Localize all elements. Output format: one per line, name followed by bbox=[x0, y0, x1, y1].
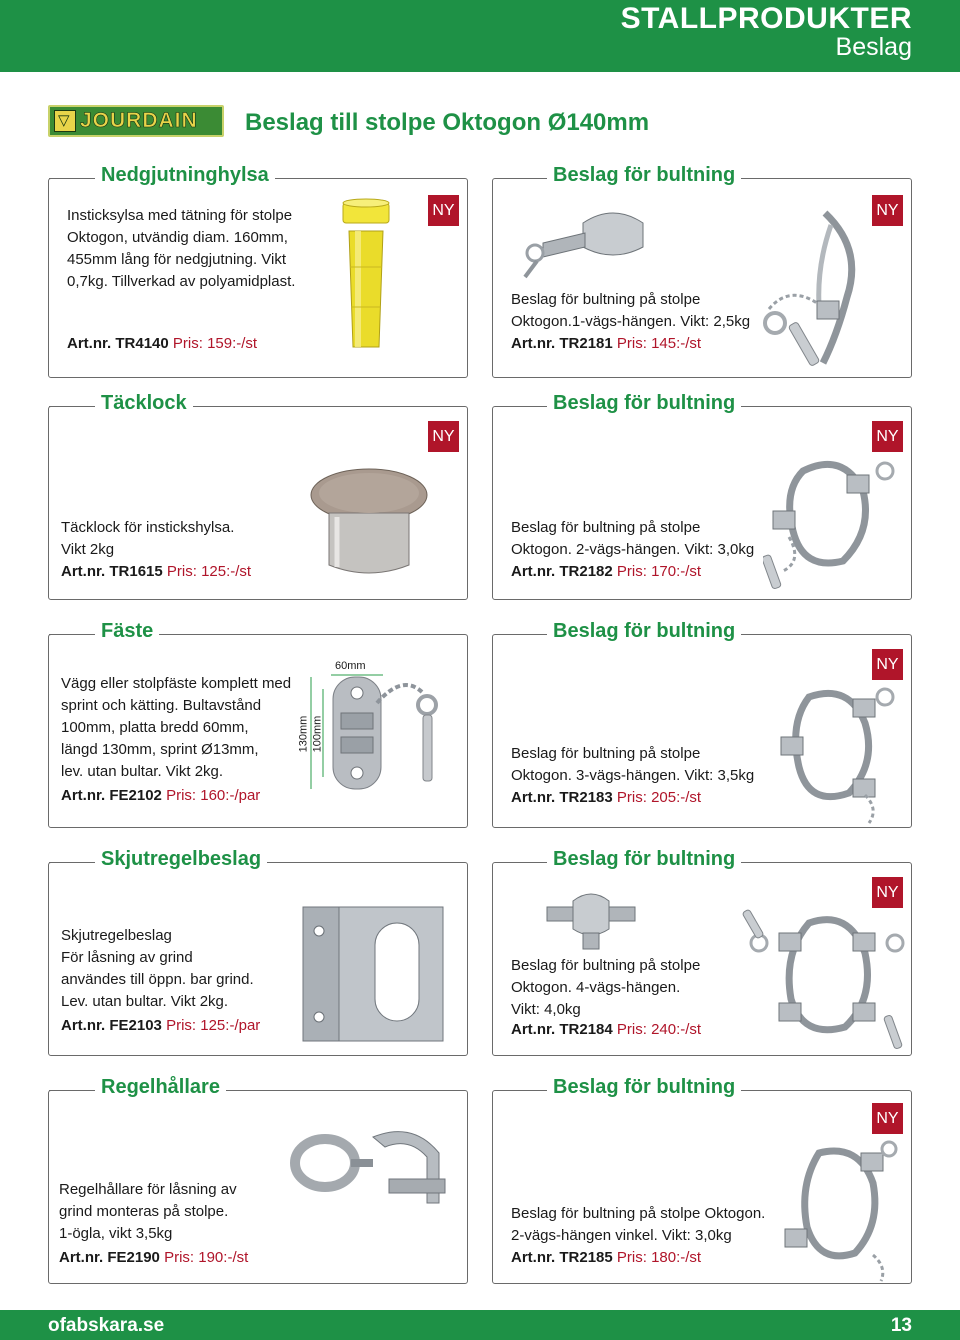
bracket-1way-small-image bbox=[513, 203, 663, 283]
product-article: Art.nr. FE2102 Pris: 160:-/par bbox=[61, 787, 261, 804]
product-description: Skjutregelbeslag För låsning av grind användes till öppn. bar grind. Lev. utan bultar. Vikt 2kg. bbox=[61, 927, 254, 1010]
product-article: Art.nr. TR4140 Pris: 159:-/st bbox=[67, 335, 258, 352]
section-subtitle: Beslag bbox=[835, 33, 912, 61]
bracket-4way-small-image bbox=[543, 883, 639, 953]
product-box-nedgjutninghylsa bbox=[48, 164, 468, 378]
product-box-bultning-4vag bbox=[492, 848, 912, 1056]
product-article: Art.nr. TR2185 Pris: 180:-/st bbox=[511, 1249, 702, 1266]
product-description: Beslag för bultning på stolpe Oktogon. 2-vägs-hängen vinkel. Vikt: 3,0kg bbox=[511, 1205, 766, 1244]
product-description: Insticksylsa med tätning för stolpe Oktogon, utvändig diam. 160mm, 455mm lång för nedgjutning. Vikt 0,7kg. Tillverkad av polyamidplast. bbox=[67, 207, 296, 290]
logo-emblem-icon bbox=[54, 110, 76, 132]
product-box-bultning-1vag bbox=[492, 164, 912, 378]
dim-length-label: 130mm bbox=[297, 715, 310, 753]
bracket-2way-image bbox=[763, 451, 903, 591]
slide-bolt-bracket-image bbox=[299, 901, 449, 1047]
product-article: Art.nr. TR2183 Pris: 205:-/st bbox=[511, 789, 702, 806]
bracket-1way-chain-image bbox=[759, 205, 871, 371]
product-title: Beslag för bultning bbox=[547, 620, 741, 643]
product-title: Skjutregelbeslag bbox=[95, 848, 267, 871]
product-box-bultning-3vag bbox=[492, 620, 912, 828]
product-description: Beslag för bultning på stolpe Oktogon. 3-vägs-hängen. Vikt: 3,5kg bbox=[511, 745, 755, 784]
new-badge: NY bbox=[872, 649, 903, 680]
product-box-bultning-2vag bbox=[492, 392, 912, 600]
latch-holder-image bbox=[289, 1113, 461, 1213]
product-article: Art.nr. FE2103 Pris: 125:-/par bbox=[61, 1017, 261, 1034]
product-box-skjutregelbeslag bbox=[48, 848, 468, 1056]
product-title: Beslag för bultning bbox=[547, 164, 741, 187]
sleeve-image bbox=[341, 197, 405, 355]
product-description: Beslag för bultning på stolpe Oktogon.1-vägs-hängen. Vikt: 2,5kg bbox=[511, 291, 751, 330]
product-description: Regelhållare för låsning av grind monteras på stolpe. 1-ögla, vikt 3,5kg bbox=[59, 1181, 237, 1242]
dim-width-label: 60mm bbox=[335, 660, 366, 672]
section-title: STALLPRODUKTER bbox=[620, 2, 912, 35]
cap-image bbox=[307, 465, 433, 583]
page-title: Beslag till stolpe Oktogon Ø140mm bbox=[245, 109, 650, 136]
page-footer bbox=[0, 1310, 960, 1340]
product-box-tacklock bbox=[48, 392, 468, 600]
new-badge: NY bbox=[428, 421, 459, 452]
product-title: Beslag för bultning bbox=[547, 1076, 741, 1099]
new-badge: NY bbox=[872, 1103, 903, 1134]
product-title: Täcklock bbox=[95, 392, 193, 415]
product-description: Beslag för bultning på stolpe Oktogon. 4-vägs-hängen. Vikt: 4,0kg bbox=[511, 957, 701, 1018]
product-title: Nedgjutninghylsa bbox=[95, 164, 275, 187]
new-badge: NY bbox=[428, 195, 459, 226]
bracket-3way-image bbox=[769, 683, 899, 827]
product-description: Vägg eller stolpfäste komplett med sprint och kätting. Bultavstånd 100mm, platta bredd 60mm, längd 130mm, sprint Ø13mm, lev. utan bultar. Vikt 2kg. bbox=[61, 675, 292, 780]
product-title: Regelhållare bbox=[95, 1076, 226, 1099]
product-description: Täcklock för instickshylsa. Vikt 2kg bbox=[61, 519, 235, 558]
product-article: Art.nr. TR2184 Pris: 240:-/st bbox=[511, 1021, 702, 1038]
logo-text: JOURDAIN bbox=[80, 109, 198, 132]
dim-bolt-label: 100mm bbox=[311, 715, 324, 753]
bracket-angle-image bbox=[769, 1139, 901, 1283]
bracket-4way-chain-image bbox=[739, 903, 909, 1055]
product-article: Art.nr. TR2182 Pris: 170:-/st bbox=[511, 563, 702, 580]
product-description: Beslag för bultning på stolpe Oktogon. 2-vägs-hängen. Vikt: 3,0kg bbox=[511, 519, 755, 558]
page-header bbox=[0, 0, 960, 72]
new-badge: NY bbox=[872, 195, 903, 226]
page-number: 13 bbox=[890, 1315, 912, 1336]
product-title: Fäste bbox=[95, 620, 159, 643]
product-title: Beslag för bultning bbox=[547, 392, 741, 415]
jourdain-logo bbox=[48, 105, 224, 137]
product-article: Art.nr. FE2190 Pris: 190:-/st bbox=[59, 1249, 249, 1266]
new-badge: NY bbox=[872, 877, 903, 908]
product-box-bultning-vinkel bbox=[492, 1076, 912, 1284]
product-box-faste bbox=[48, 620, 468, 828]
website-link[interactable]: ofabskara.se bbox=[48, 1315, 165, 1336]
product-article: Art.nr. TR2181 Pris: 145:-/st bbox=[511, 335, 702, 352]
new-badge: NY bbox=[872, 421, 903, 452]
product-article: Art.nr. TR1615 Pris: 125:-/st bbox=[61, 563, 252, 580]
product-title: Beslag för bultning bbox=[547, 848, 741, 871]
product-box-regelhallare bbox=[48, 1076, 468, 1284]
